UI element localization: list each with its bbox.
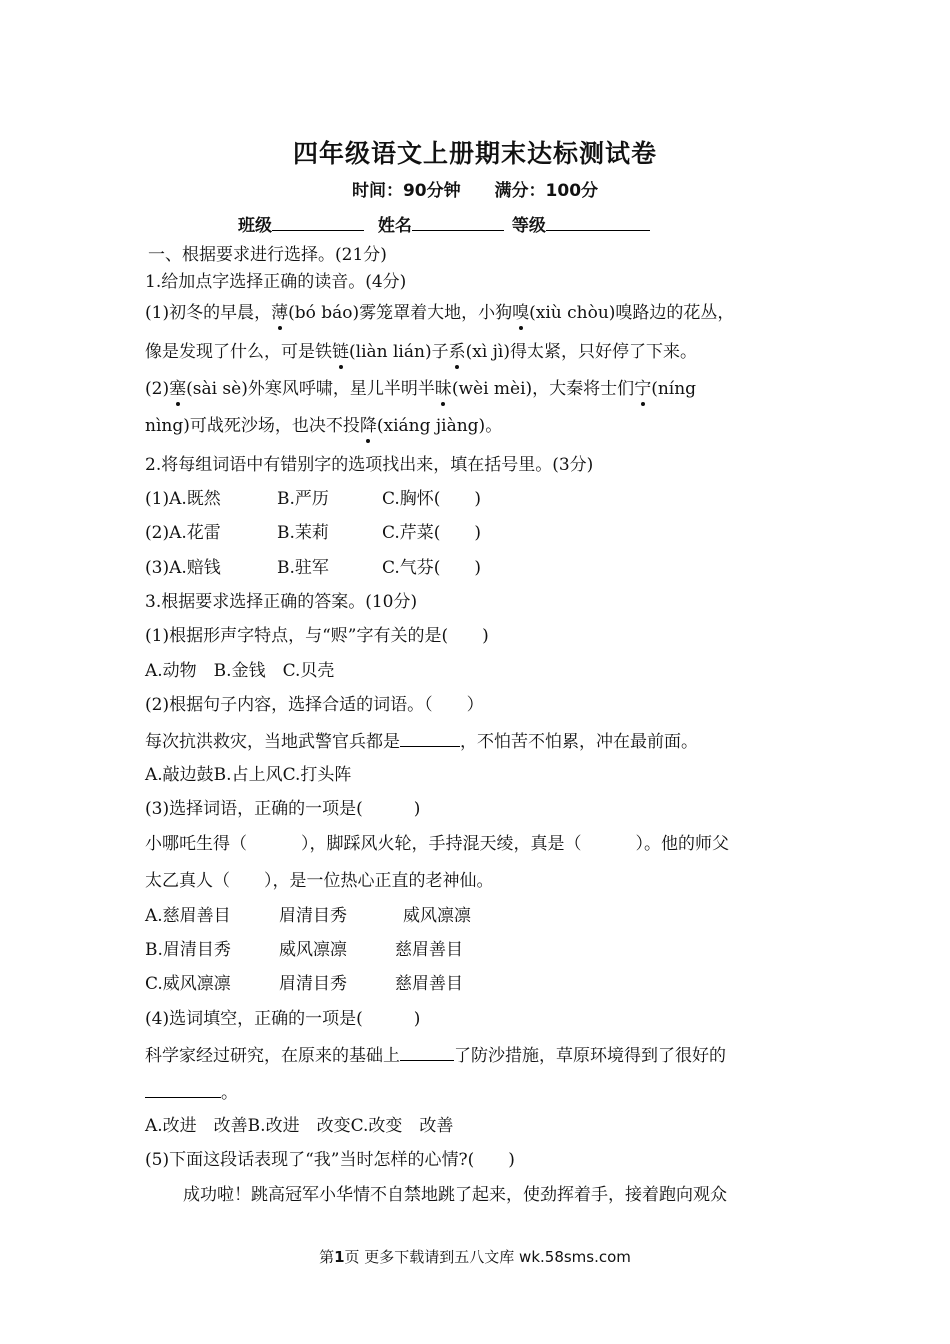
- q3-sub2-text: 每次抗洪救灾，当地武警官兵都是 ，不怕苦不怕累，冲在最前面。: [145, 732, 698, 752]
- q1-paragraph-line: (1)初冬的早晨，薄(bó báo)雾笼罩着大地，小狗嗅(xiù chòu)嗅路边的花丛，: [145, 303, 735, 323]
- dotted-char: 薄: [271, 303, 289, 323]
- q3-sub3-text: 小哪吒生得（ ），脚踩风火轮，手持混天绫，真是（ ）。他的师父: [145, 834, 729, 854]
- q1-paragraph-line: 像是发现了什么，可是铁链(liàn lián)子系(xì jì)得太紧，只好停了下来。: [145, 342, 697, 362]
- q3-sub3-option-b: B.眉清目秀 威风凛凛 慈眉善目: [145, 940, 463, 960]
- q1-paragraph-line: nìng)可战死沙场，也决不投降(xiáng jiàng)。: [145, 416, 503, 436]
- q3-sub4-text: 科学家经过研究，在原来的基础上 了防沙措施，草原环境得到了很好的: [145, 1046, 726, 1066]
- name-field[interactable]: [412, 214, 504, 231]
- full-score: 满分：100分: [494, 181, 599, 201]
- dotted-char: 塞: [169, 379, 187, 399]
- q3-sub5: (5)下面这段话表现了“我”当时怎样的心情?( ): [145, 1150, 515, 1170]
- q2-row: (1)A.既然 B.严历 C.胸怀( ): [145, 489, 482, 509]
- q3-sub1: (1)根据形声字特点，与“赆”字有关的是( ): [145, 626, 489, 646]
- fill-blank[interactable]: [400, 730, 460, 747]
- q3-sub5-text: 成功啦！跳高冠军小华情不自禁地跳了起来，使劲挥着手，接着跑向观众: [183, 1185, 727, 1205]
- time-limit: 时间：90分钟: [351, 181, 461, 201]
- q3-sub4: (4)选词填空，正确的一项是( ): [145, 1009, 421, 1029]
- dotted-char: 链: [332, 342, 349, 362]
- answer-blank[interactable]: C.胸怀( ): [382, 489, 482, 509]
- q3-sub3-option-a: A.慈眉善目 眉清目秀 威风凛凛: [145, 906, 471, 926]
- dotted-char: 降: [359, 416, 377, 436]
- question-3-title: 3.根据要求选择正确的答案。(10分): [145, 592, 418, 612]
- dotted-char: 系: [448, 342, 466, 362]
- q2-row: (3)A.赔钱 B.驻军 C.气芬( ): [145, 558, 482, 578]
- q1-paragraph-line: (2)塞(sài sè)外寒风呼啸，星儿半明半昧(wèi mèi)，大秦将士们宁(níng: [145, 379, 697, 399]
- dotted-char: 嗅: [512, 303, 530, 323]
- q3-sub3-text: 太乙真人（ ），是一位热心正直的老神仙。: [145, 871, 494, 891]
- name-label: 姓名: [377, 216, 412, 236]
- fill-blank[interactable]: [145, 1081, 221, 1098]
- answer-blank[interactable]: C.气芬( ): [382, 558, 482, 578]
- q3-sub3: (3)选择词语，正确的一项是( ): [145, 799, 421, 819]
- answer-blank[interactable]: C.芹菜( ): [382, 523, 482, 543]
- class-label: 班级: [238, 216, 272, 236]
- q3-sub2: (2)根据句子内容，选择合适的词语。（ ）: [145, 695, 484, 715]
- question-1-title: 1.给加点字选择正确的读音。(4分): [145, 272, 407, 292]
- page-footer: 第1页 更多下载请到五八文库 wk.58sms.com: [319, 1248, 631, 1266]
- grade-label: 等级: [511, 216, 546, 236]
- section-heading: 一、根据要求进行选择。(21分): [148, 245, 387, 265]
- q3-sub2-options: A.敲边鼓B.占上风C.打头阵: [145, 765, 352, 785]
- q2-row: (2)A.花雷 B.茉莉 C.芹菜( ): [145, 523, 482, 543]
- q3-sub3-option-c: C.威风凛凛 眉清目秀 慈眉善目: [145, 974, 463, 994]
- dotted-char: 宁: [634, 379, 652, 399]
- page-title: 四年级语文上册期末达标测试卷: [292, 139, 657, 168]
- exam-meta: [0, 176, 950, 201]
- class-field[interactable]: [272, 214, 364, 231]
- q3-sub1-options: A.动物 B.金钱 C.贝壳: [145, 661, 335, 681]
- grade-field[interactable]: [546, 214, 650, 231]
- page-number: 1: [334, 1248, 345, 1266]
- student-info: [238, 211, 658, 236]
- fill-blank[interactable]: [400, 1044, 454, 1061]
- q3-sub4-options: A.改进 改善B.改进 改变C.改变 改善: [145, 1116, 454, 1136]
- q3-sub4-text: 。: [145, 1081, 238, 1104]
- dotted-char: 昧: [434, 379, 452, 399]
- question-2-title: 2.将每组词语中有错别字的选项找出来，填在括号里。(3分): [145, 455, 594, 475]
